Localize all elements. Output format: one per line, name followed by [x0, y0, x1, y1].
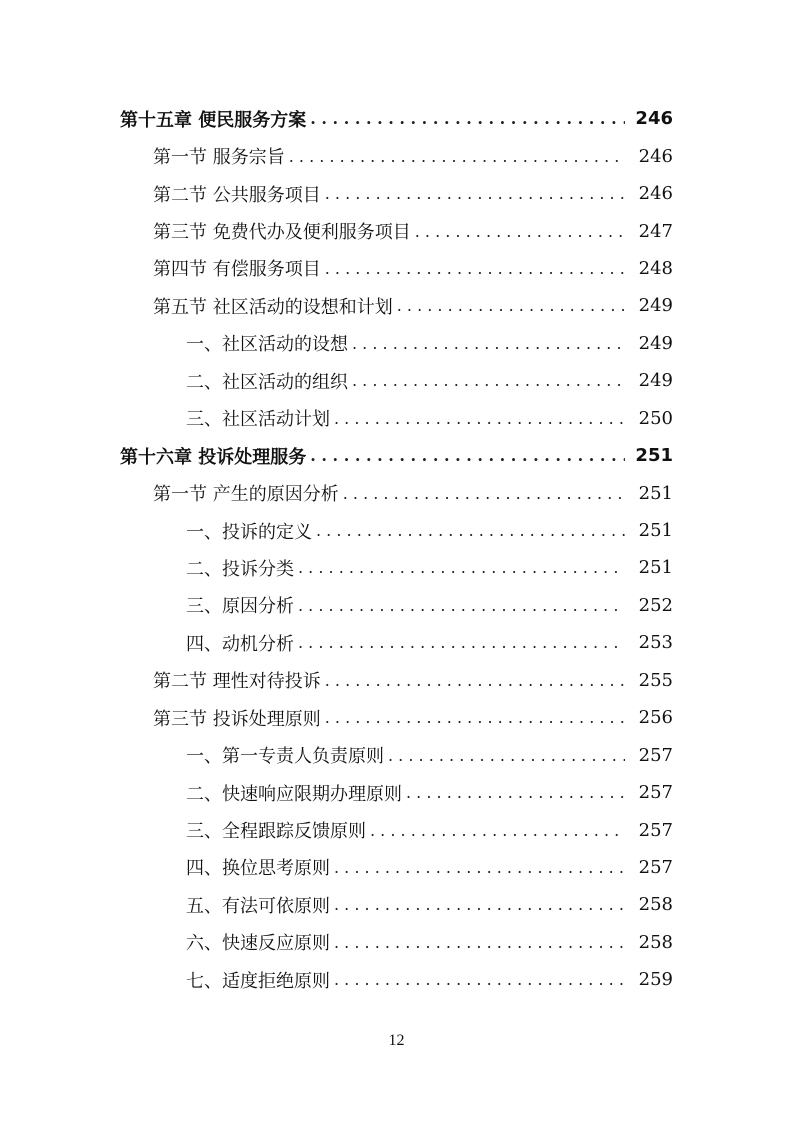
toc-entry-title: 第四节 有偿服务项目 [153, 259, 321, 281]
toc-entry-page: 249 [638, 295, 673, 317]
toc-dot-leader [325, 259, 625, 278]
toc-dot-leader [388, 746, 625, 765]
toc-subsection-entry[interactable] [0, 400, 793, 437]
toc-entry-title: 第五节 社区活动的设想和计划 [153, 296, 393, 318]
toc-entry-page: 250 [638, 407, 673, 429]
toc-entry-page: 251 [638, 520, 673, 542]
toc-entry-page: 257 [638, 744, 673, 766]
toc-dot-leader [370, 821, 625, 840]
toc-entry-title: 第二节 理性对待投诉 [153, 671, 321, 693]
toc-entry-title: 第三节 免费代办及便利服务项目 [153, 222, 411, 244]
toc-entry-title: 六、快速反应原则 [186, 933, 330, 955]
toc-entry-page: 258 [638, 894, 673, 916]
toc-dot-leader [325, 708, 625, 727]
toc-subsection-entry[interactable] [0, 549, 793, 586]
toc-entry-page: 246 [638, 145, 673, 167]
toc-entry-title: 一、第一专责人负责原则 [186, 746, 384, 768]
toc-dot-leader [334, 895, 625, 914]
toc-dot-leader [334, 933, 625, 952]
toc-entry-title: 四、动机分析 [186, 633, 294, 655]
toc-entry-title: 五、有法可依原则 [186, 895, 330, 917]
toc-entry-title: 三、社区活动计划 [186, 409, 330, 431]
toc-entry-page: 249 [638, 332, 673, 354]
toc-dot-leader [343, 484, 625, 503]
toc-dot-leader [397, 296, 625, 315]
toc-chapter-entry[interactable] [0, 100, 793, 137]
toc-dot-leader [310, 446, 625, 465]
toc-subsection-entry[interactable] [0, 961, 793, 998]
toc-entry-page: 252 [638, 594, 673, 616]
toc-subsection-entry[interactable] [0, 811, 793, 848]
toc-subsection-entry[interactable] [0, 325, 793, 362]
toc-entry-title: 第十六章 投诉处理服务 [120, 446, 307, 468]
toc-dot-leader [316, 521, 625, 540]
toc-dot-leader [298, 596, 625, 615]
toc-entry-title: 一、社区活动的设想 [186, 334, 348, 356]
toc-entry-page: 257 [638, 819, 673, 841]
toc-dot-leader [406, 783, 625, 802]
toc-entry-title: 三、原因分析 [186, 596, 294, 618]
toc-subsection-entry[interactable] [0, 512, 793, 549]
toc-dot-leader [325, 671, 625, 690]
toc-entry-page: 246 [635, 108, 673, 130]
toc-dot-leader [352, 334, 625, 353]
toc-entry-page: 257 [638, 782, 673, 804]
toc-dot-leader [289, 147, 625, 166]
toc-entry-title: 二、投诉分类 [186, 558, 294, 580]
toc-entry-page: 251 [638, 557, 673, 579]
toc-dot-leader [310, 109, 625, 128]
toc-entry-page: 255 [638, 669, 673, 691]
toc-dot-leader [352, 371, 625, 390]
page-number: 12 [388, 1032, 405, 1049]
toc-entry-title: 四、换位思考原则 [186, 858, 330, 880]
toc-entry-page: 248 [638, 257, 673, 279]
toc-dot-leader [334, 858, 625, 877]
toc-subsection-entry[interactable] [0, 587, 793, 624]
toc-section-entry[interactable] [0, 474, 793, 511]
toc-subsection-entry[interactable] [0, 924, 793, 961]
toc-dot-leader [334, 970, 625, 989]
toc-dot-leader [298, 558, 625, 577]
toc-entry-page: 251 [638, 482, 673, 504]
toc-section-entry[interactable] [0, 175, 793, 212]
toc-entry-page: 256 [638, 707, 673, 729]
toc-section-entry[interactable] [0, 699, 793, 736]
toc-entry-title: 二、社区活动的组织 [186, 371, 348, 393]
toc-entry-title: 第三节 投诉处理原则 [153, 708, 321, 730]
toc-entry-title: 七、适度拒绝原则 [186, 970, 330, 992]
toc-subsection-entry[interactable] [0, 886, 793, 923]
toc-entry-title: 第十五章 便民服务方案 [120, 109, 307, 131]
toc-subsection-entry[interactable] [0, 362, 793, 399]
toc-entry-page: 249 [638, 370, 673, 392]
toc-subsection-entry[interactable] [0, 624, 793, 661]
toc-entry-title: 三、全程跟踪反馈原则 [186, 821, 366, 843]
toc-dot-leader [298, 633, 625, 652]
toc-dot-leader [325, 184, 625, 203]
toc-entry-page: 246 [638, 183, 673, 205]
toc-subsection-entry[interactable] [0, 849, 793, 886]
toc-section-entry[interactable] [0, 212, 793, 249]
toc-section-entry[interactable] [0, 662, 793, 699]
toc-subsection-entry[interactable] [0, 774, 793, 811]
toc-entry-title: 二、快速响应限期办理原则 [186, 783, 402, 805]
toc-section-entry[interactable] [0, 137, 793, 174]
toc-entry-page: 247 [638, 220, 673, 242]
toc-entry-title: 第二节 公共服务项目 [153, 184, 321, 206]
toc-entry-page: 251 [635, 445, 673, 467]
toc-section-entry[interactable] [0, 250, 793, 287]
toc-dot-leader [415, 222, 625, 241]
toc-entry-page: 259 [638, 969, 673, 991]
toc-entry-title: 第一节 产生的原因分析 [153, 484, 339, 506]
toc-section-entry[interactable] [0, 287, 793, 324]
toc-entry-title: 第一节 服务宗旨 [153, 147, 285, 169]
toc-subsection-entry[interactable] [0, 736, 793, 773]
toc-entry-page: 253 [638, 632, 673, 654]
toc-entry-page: 257 [638, 856, 673, 878]
toc-chapter-entry[interactable] [0, 437, 793, 474]
toc-entry-title: 一、投诉的定义 [186, 521, 312, 543]
toc-dot-leader [334, 409, 625, 428]
toc-entry-page: 258 [638, 931, 673, 953]
table-of-contents [0, 100, 793, 999]
